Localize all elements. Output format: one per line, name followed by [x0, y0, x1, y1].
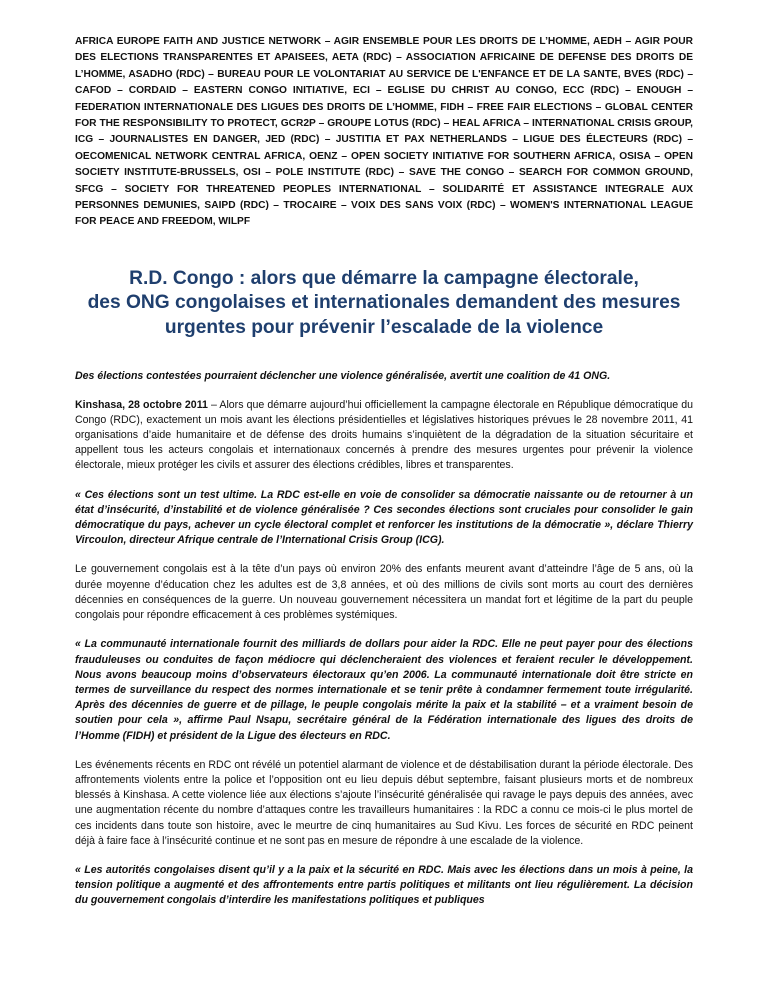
title-line-2: des ONG congolaises et internationales demandent des mesures — [87, 292, 681, 314]
dateline: Kinshasa, 28 octobre 2011 — [75, 398, 208, 411]
paragraph-3: Les événements récents en RDC ont révélé un potentiel alarmant de violence et de déstabilisation durant la période électorale. Des affrontements violents entre la police et l’opposition ont eu lieu depuis début septembre, faisant plusieurs morts et de nombreux blessés à Kinshasa. A cette violence liée aux élections s’ajoute l’insécurité généralisée qui ravage le pays depuis des années, avec une augmentation récente du nombre d’attaques contre les travailleurs humanitaires : la RDC a connu ce mois-ci le plus mortel de ces incidents dans toute son histoire, avec le meurtre de cinq humanitaires au Sud Kivu. Les forces de sécurité en RDC peinent déjà à faire face à l’insécurité continue et ne sont pas en mesure de répondre à une escalade de la violence. — [75, 758, 693, 847]
title-line-1: R.D. Congo : alors que démarre la campagne électorale, — [129, 267, 639, 289]
title-line-3: urgentes pour prévenir l’escalade de la violence — [164, 317, 604, 339]
document-title — [75, 267, 693, 341]
quote-2: « La communauté internationale fournit des milliards de dollars pour aider la RDC. Elle ne peut payer pour des élections frauduleuses ou conduites de façon médiocre qui déclencheraient des violences et feraient reculer le développement. Nous avons beaucoup moins d’observateurs électoraux qu’en 2006. La communauté internationale doit être stricte en termes de surveillance du respect des normes internationale et se tenir prête à condamner fermement toute irrégularité. Après des décennies de guerre et de pillage, le peuple congolais mérite la paix et la stabilité – et a vraiment besoin de soutien pour cela », affirme Paul Nsapu, secrétaire général de la Fédération internationale des ligues des droits de l’Homme (FIDH) et président de la Ligue des électeurs en RDC. — [75, 638, 693, 742]
organizations-list: AFRICA EUROPE FAITH AND JUSTICE NETWORK – AGIR ENSEMBLE POUR LES DROITS DE L’HOMME, AEDH – AGIR POUR DES ELECTIONS TRANSPARENTES ET APAISEES, AETA (RDC) – ASSOCIATION AFRICAINE DE DEFENSE DES DROITS DE L’HOMME, ASADHO (RDC) – BUREAU POUR LE VOLONTARIAT AU SERVICE DE L'ENFANCE ET DE LA SANTE, BVES (RDC) – CAFOD – CORDAID – EASTERN CONGO INITIATIVE, ECI – EGLISE DU CHRIST AU CONGO, ECC (RDC) – ENOUGH – FEDERATION INTERNATIONALE DES LIGUES DES DROITS DE L’HOMME, FIDH – FREE FAIR ELECTIONS – GLOBAL CENTER FOR THE RESPONSIBILITY TO PROTECT, GCR2P – GROUPE LOTUS (RDC) – HEAL AFRICA – INTERNATIONAL CRISIS GROUP, ICG – JOURNALISTES EN DANGER, JED (RDC) – JUSTITIA ET PAX NETHERLANDS – LIGUE DES ÉLECTEURS (RDC) – OECOMENICAL NETWORK CENTRAL AFRICA, OENZ – OPEN SOCIETY INITIATIVE FOR SOUTHERN AFRICA, OSISA – OPEN SOCIETY INSTITUTE-BRUSSELS, OSI – POLE INSTITUTE (RDC) – SAVE THE CONGO – SEARCH FOR COMMON GROUND, SFCG – SOCIETY FOR THREATENED PEOPLES INTERNATIONAL – SOLIDARITÉ ET ASSISTANCE INTEGRALE AUX PERSONNES DEMUNIES, SAIPD (RDC) – TROCAIRE – VOIX DES SANS VOIX (RDC) – WOMEN'S INTERNATIONAL LEAGUE FOR PEACE AND FREEDOM, WILPF — [75, 36, 693, 228]
quote-3: « Les autorités congolaises disent qu’il y a la paix et la sécurité en RDC. Mais avec les élections dans un mois à peine, la tension politique a augmenté et des affrontements entre partis politiques et militants ont lieu régulièrement. La décision du gouvernement congolais d’interdire les manifestations politiques et publiques — [75, 863, 693, 907]
paragraph-1-text: – Alors que démarre aujourd’hui officiellement la campagne électorale en République démocratique du Congo (RDC), exactement un mois avant les élections présidentielles et législatives historiques prévues le 28 novembre 2011, 41 organisations d’aide humanitaire et de défense des droits humains s’inquiètent de la dégradation de la situation sécuritaire et appellent tous les acteurs congolais et internationaux concernés à prendre des mesures urgentes pour prévenir la violence électorale, mieux protéger les civils et assurer des élections crédibles, libres et transparentes. — [75, 398, 693, 472]
paragraph-2: Le gouvernement congolais est à la tête d’un pays où environ 20% des enfants meurent avant d’atteindre l’âge de 5 ans, où la durée moyenne d’éducation chez les adultes est de 3,8 années, et où des millions de civils sont morts au court des dernières décennies en conséquences de la guerre. Un nouveau gouvernement nécessitera un mandat fort et légitime de la part du peuple congolais pour répondre efficacement à ces problèmes systémiques. — [75, 563, 693, 622]
press-release-page — [75, 34, 693, 909]
document-subtitle: Des élections contestées pourraient déclencher une violence généralisée, avertit une coalition de 41 ONG. — [75, 369, 611, 382]
paragraph-1 — [75, 398, 693, 474]
quote-1: « Ces élections sont un test ultime. La RDC est-elle en voie de consolider sa démocratie naissante ou de retourner à un état d’insécurité, d’instabilité et de violence généralisée ? Ces secondes élections sont cruciales pour consolider le gain démocratique du pays, achever un cycle électoral complet et renforcer les institutions de la démocratie », déclare Thierry Vircoulon, directeur Afrique centrale de l’International Crisis Group (ICG). — [75, 488, 693, 547]
